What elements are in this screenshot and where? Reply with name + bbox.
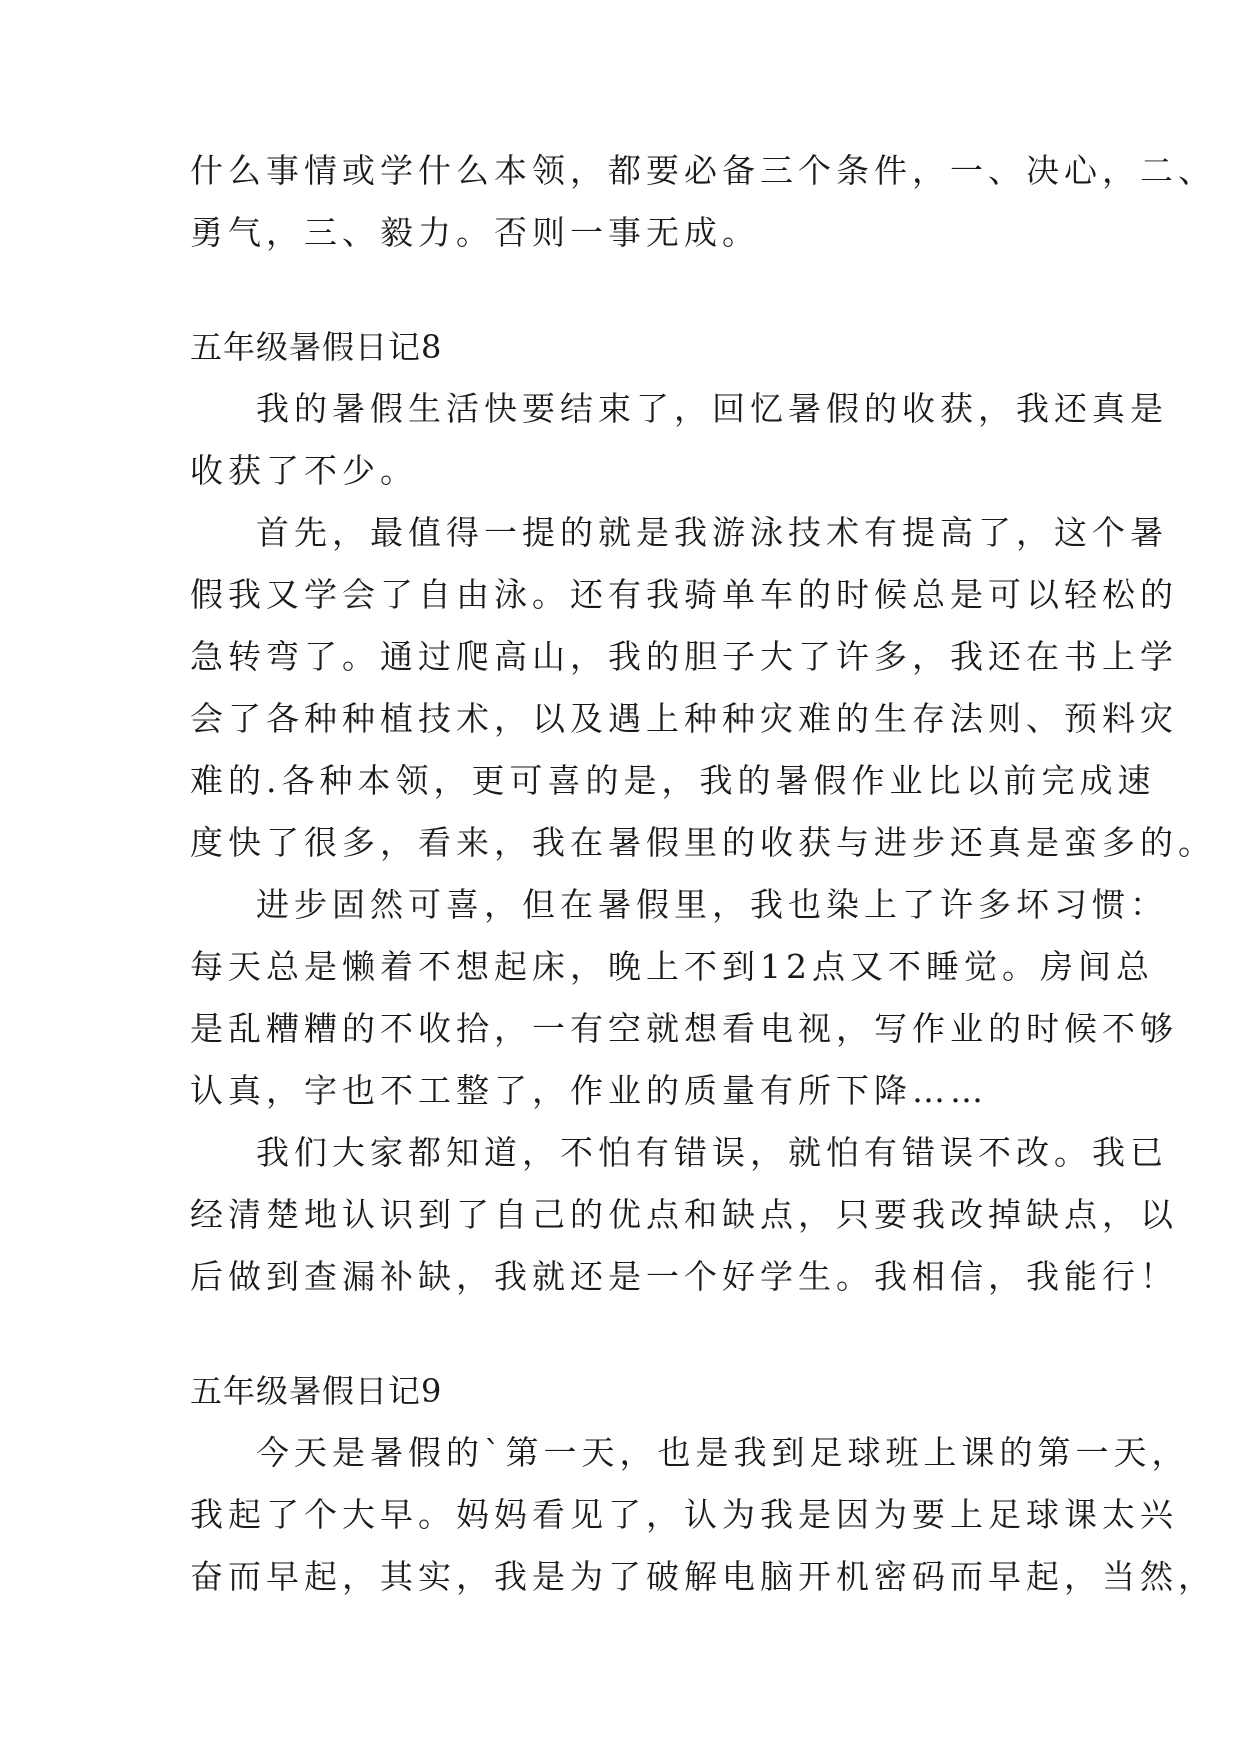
text-line: 奋而早起，其实，我是为了破解电脑开机密码而早起，当然， <box>190 1557 1216 1596</box>
text-line: 什么事情或学什么本领，都要必备三个条件，一、决心，二、 <box>190 151 1216 190</box>
text-line: 认真，字也不工整了，作业的质量有所下降…… <box>190 1071 988 1110</box>
entry-title: 五年级暑假日记9 <box>190 1372 443 1410</box>
text-line: 收获了不少。 <box>190 451 418 490</box>
text-line: 度快了很多，看来，我在暑假里的收获与进步还真是蛮多的。 <box>190 823 1216 862</box>
section-gap <box>190 264 1050 316</box>
text-line: 我起了个大早。妈妈看见了，认为我是因为要上足球课太兴 <box>190 1495 1178 1534</box>
text-line: 进步固然可喜，但在暑假里，我也染上了许多坏习惯： <box>256 885 1168 924</box>
text-line: 每天总是懒着不想起床，晚上不到12点又不睡觉。房间总 <box>190 947 1154 986</box>
text-line: 难的.各种本领，更可喜的是，我的暑假作业比以前完成速 <box>190 761 1156 800</box>
text-line: 经清楚地认识到了自己的优点和缺点，只要我改掉缺点，以 <box>190 1195 1178 1234</box>
text-line: 今天是暑假的`第一天，也是我到足球班上课的第一天， <box>256 1433 1190 1472</box>
text-line: 勇气，三、毅力。否则一事无成。 <box>190 213 760 252</box>
text-line: 我们大家都知道，不怕有错误，就怕有错误不改。我已 <box>256 1133 1168 1172</box>
entry-title: 五年级暑假日记8 <box>190 328 443 366</box>
text-line: 会了各种种植技术，以及遇上种种灾难的生存法则、预料灾 <box>190 699 1178 738</box>
text-line: 急转弯了。通过爬高山，我的胆子大了许多，我还在书上学 <box>190 637 1178 676</box>
text-line: 是乱糟糟的不收拾，一有空就想看电视，写作业的时候不够 <box>190 1009 1178 1048</box>
text-line: 我的暑假生活快要结束了，回忆暑假的收获，我还真是 <box>256 389 1168 428</box>
section-gap <box>190 1308 1050 1360</box>
text-line: 后做到查漏补缺，我就还是一个好学生。我相信，我能行！ <box>190 1257 1178 1296</box>
document-page <box>190 140 1216 1608</box>
text-line: 假我又学会了自由泳。还有我骑单车的时候总是可以轻松的 <box>190 575 1178 614</box>
text-line: 首先，最值得一提的就是我游泳技术有提高了，这个暑 <box>256 513 1168 552</box>
